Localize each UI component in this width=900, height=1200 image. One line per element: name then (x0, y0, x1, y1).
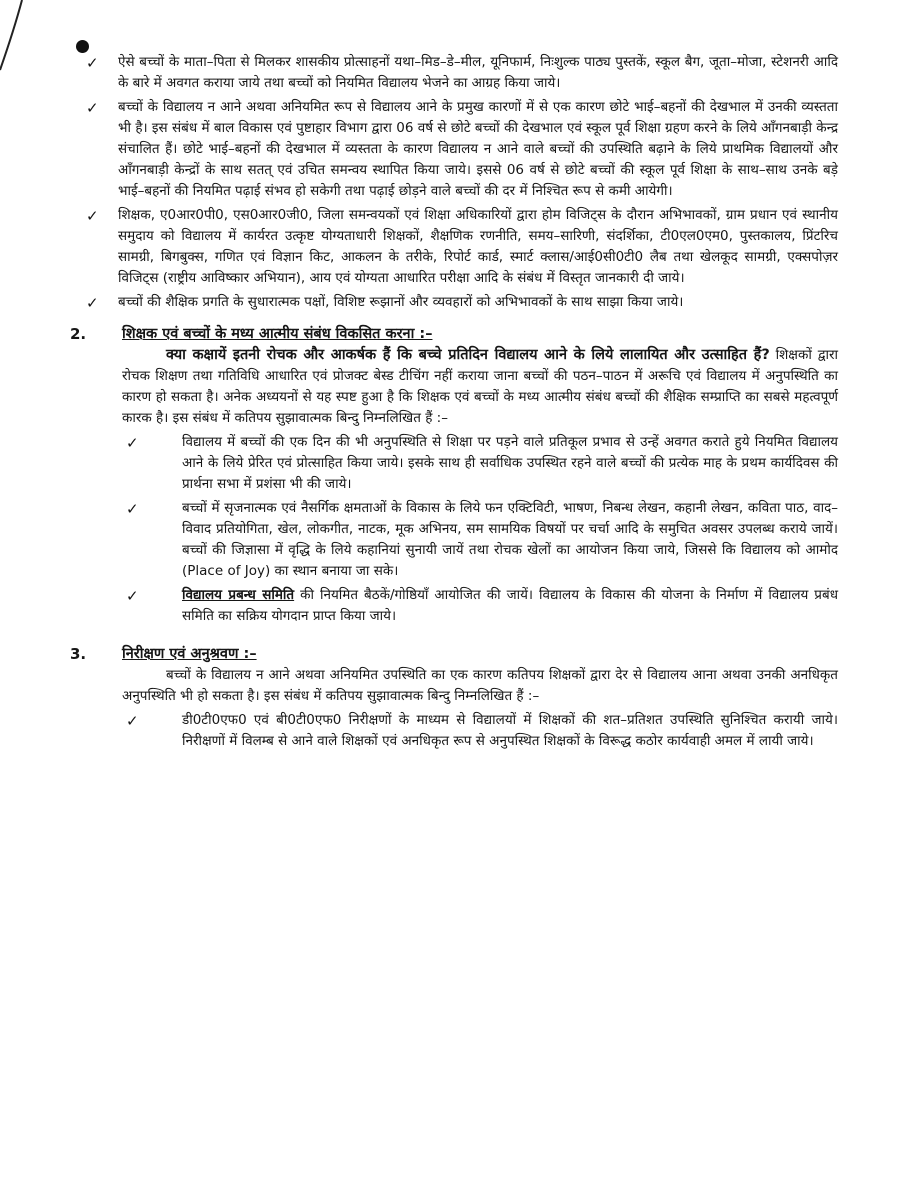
list-item (70, 432, 838, 495)
section-title: निरीक्षण एवं अनुश्रवण :– (122, 646, 257, 662)
checkmark-icon: ✓ (126, 500, 139, 518)
section-number: 3. (70, 645, 87, 663)
document-page (70, 52, 838, 755)
intro-lead: क्या कक्षायें इतनी रोचक और आकर्षक हैं कि बच्चे प्रतिदिन विद्यालय आने के लिये लालायित और उत्साहित हैं? (166, 347, 770, 363)
bullet-text: बच्चों के विद्यालय न आने अथवा अनियमित रूप से विद्यालय आने के प्रमुख कारणों में से एक कारण छोटे भाई–बहनों की देखभाल में उनकी व्यस्तता भी है। इस संबंध में बाल विकास एवं पुष्टाहार विभाग द्वारा 06 वर्ष से छोटे बच्चों की देखभाल एवं स्कूल पूर्व शिक्षा ग्रहण करने के लिये आँगनबाड़ी केन्द्र संचालित हैं। छोटे भाई–बहनों की देखभाल में व्यस्तता के कारण विद्यालय न आने वाले बच्चों की उपस्थिति बढ़ाने के लिये प्राथमिक विद्यालयों और आँगनबाड़ी केन्द्रों के साथ सतत् एवं उचित समन्वय स्थापित किया जाये। इससे 06 वर्ष से छोटे बच्चों की स्कूल पूर्व शिक्षा के साथ–साथ उनके बड़े भाई–बहनों की नियमित पढ़ाई संभव हो सकेगी तथा पढ़ाई छोड़ने वाले बच्चों की दर में निश्चित रूप से कमी आयेगी। (118, 99, 838, 199)
checkmark-icon: ✓ (126, 434, 139, 452)
bullet-text: विद्यालय में बच्चों की एक दिन की भी अनुपस्थिति से शिक्षा पर पड़ने वाले प्रतिकूल प्रभाव से उन्हें अवगत कराते हुये नियमित विद्यालय आने के लिये प्रेरित एवं प्रोत्साहित किया जाये। इसके साथ ही सर्वाधिक उपस्थित रहने वाले बच्चों की प्रत्येक माह के प्रथम कार्यदिवस की प्रार्थना सभा में प्रशंसा भी की जाये। (182, 434, 838, 492)
section-title: शिक्षक एवं बच्चों के मध्य आत्मीय संबंध विकसित करना :– (122, 326, 433, 342)
checkmark-icon: ✓ (126, 712, 139, 730)
list-item (70, 205, 838, 289)
section-number: 2. (70, 325, 87, 343)
section-intro: बच्चों के विद्यालय न आने अथवा अनियमित उपस्थिति का एक कारण कतिपय शिक्षकों द्वारा देर से विद्यालय आना अथवा उनकी अनधिकृत अनुपस्थिति भी हो सकता है। इस संबंध में कतिपय सुझावात्मक बिन्दु निम्नलिखित हैं :– (122, 667, 838, 704)
checkmark-icon: ✓ (86, 294, 99, 312)
list-item (70, 97, 838, 202)
bullet-text (182, 585, 838, 627)
list-item (70, 292, 838, 313)
bullet-text: ऐसे बच्चों के माता–पिता से मिलकर शासकीय प्रोत्साहनों यथा–मिड–डे–मील, यूनिफार्म, निःशुल्क पाठ्य पुस्तकें, स्कूल बैग, जूता–मोजा, स्टेशनरी आदि के बारे में अवगत कराया जाये तथा बच्चों को नियमित विद्यालय भेजने का आग्रह किया जाये। (118, 54, 838, 91)
checkmark-icon: ✓ (86, 54, 99, 72)
section-3 (70, 643, 838, 752)
checkmark-icon: ✓ (86, 207, 99, 225)
scan-edge-mark (0, 0, 60, 80)
bullet-text: शिक्षक, ए0आर0पी0, एस0आर0जी0, जिला समन्वयकों एवं शिक्षा अधिकारियों द्वारा होम विजिट्स के दौरान अभिभावकों, ग्राम प्रधान एवं स्थानीय समुदाय को विद्यालय में कार्यरत उत्कृष्ट योग्यताधारी शिक्षकों, शैक्षणिक रणनीति, समय–सारिणी, संदर्शिका, टी0एल0एम0, पुस्तकालय, प्रिंटरिच सामग्री, बिगबुक्स, गणित एवं विज्ञान किट, आकलन के तरीके, रिपोर्ट कार्ड, स्मार्ट क्लास/आई0सी0टी0 लैब तथा खेलकूद सामग्री, एक्सपोज़र विजिट्स (राष्ट्रीय आविष्कार अभियान), आय एवं योग्यता आधारित परीक्षा आदि के संबंध में विस्तृत जानकारी दी जाये। (118, 207, 838, 286)
list-item (70, 710, 838, 752)
list-item (70, 585, 838, 627)
intro-rest: शिक्षकों द्वारा रोचक शिक्षण तथा गतिविधि आधारित एवं प्रोजक्ट बेस्ड टीचिंग नहीं कराया जाना बच्चों की पठन–पाठन में अरूचि एवं विद्यालय में अनुपस्थिति का कारण हो सकता है। अनेक अध्ययनों से यह स्पष्ट हुआ है कि शिक्षक एवं बच्चों के मध्य आत्मीय संबंध बच्चों की शैक्षिक सम्प्राप्ति का सबसे महत्वपूर्ण कारक है। इस संबंध में कतिपय सुझावात्मक बिन्दु निम्नलिखित हैं :– (122, 347, 838, 426)
bullet-text: बच्चों में सृजनात्मक एवं नैसर्गिक क्षमताओं के विकास के लिये फन एक्टिविटी, भाषण, निबन्ध लेखन, कहानी लेखन, कविता पाठ, वाद–विवाद प्रतियोगिता, खेल, लोकगीत, नाटक, मूक अभिनय, सम सामयिक विषयों पर चर्चा आदि के समुचित अवसर उपलब्ध कराये जायें। बच्चों की जिज्ञासा में वृद्धि के लिये कहानियां सुनायी जायें तथा रोचक खेलों का आयोजन किया जाये, जिससे कि विद्यालय को आमोद (Place of Joy) का स्थान बनाया जा सके। (182, 500, 838, 579)
checkmark-icon: ✓ (86, 99, 99, 117)
list-item (70, 498, 838, 582)
list-item (70, 52, 838, 94)
bullet-rest: की नियमित बैठकें/गोष्ठियाँ आयोजित की जायें। विद्यालय के विकास की योजना के निर्माण में विद्यालय प्रबंध समिति का सक्रिय योगदान प्राप्त किया जाये। (182, 587, 838, 624)
section-intro (122, 345, 838, 429)
section-2 (70, 323, 838, 627)
bullet-lead: विद्यालय प्रबन्ध समिति (182, 587, 295, 603)
bullet-text: डी0टी0एफ0 एवं बी0टी0एफ0 निरीक्षणों के माध्यम से विद्यालयों में शिक्षकों की शत–प्रतिशत उपस्थिति सुनिश्चित करायी जाये। निरीक्षणों में विलम्ब से आने वाले शिक्षकों एवं अनधिकृत रूप से अनुपस्थित शिक्षकों के विरूद्ध कठोर कार्यवाही अमल में लायी जाये। (182, 712, 838, 749)
bullet-text: बच्चों की शैक्षिक प्रगति के सुधारात्मक पक्षों, विशिष्ट रूझानों और व्यवहारों को अभिभावकों के साथ साझा किया जाये। (118, 294, 684, 310)
checkmark-icon: ✓ (126, 587, 139, 605)
